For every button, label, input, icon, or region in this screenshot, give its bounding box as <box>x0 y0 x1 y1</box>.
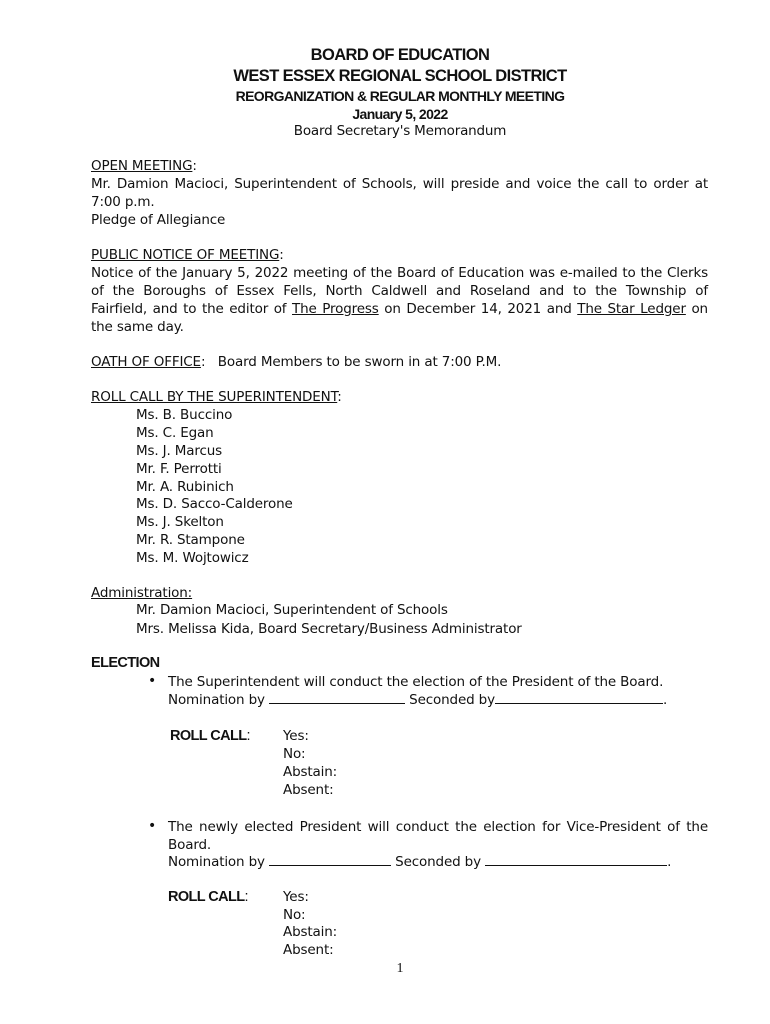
election-vice-president-text-2: Board. <box>168 837 212 853</box>
vote-no: No: <box>283 907 306 923</box>
bullet-icon: • <box>148 673 157 689</box>
roll-call-member: Ms. J. Marcus <box>136 443 223 459</box>
memorandum-subtitle: Board Secretary's Memorandum <box>293 123 507 139</box>
roll-call-label: ROLL CALL: <box>168 889 248 905</box>
vote-absent: Absent: <box>283 942 334 958</box>
public-notice-line-1: Notice of the January 5, 2022 meeting of the Board of Education was e-mailed to the Clerks <box>91 265 708 281</box>
roll-call-member: Ms. C. Egan <box>136 425 214 441</box>
election-president-nomination: Nomination by Seconded by . <box>168 692 668 708</box>
roll-call-member: Ms. M. Wojtowicz <box>136 550 249 566</box>
nomination-blank[interactable] <box>269 853 391 866</box>
district-name: WEST ESSEX REGIONAL SCHOOL DISTRICT <box>233 67 567 85</box>
election-president-text: The Superintendent will conduct the election of the President of the Board. <box>168 674 664 690</box>
roll-call-member: Mr. R. Stampone <box>136 532 245 548</box>
administrator-board-secretary: Mrs. Melissa Kida, Board Secretary/Business Administrator <box>136 621 522 637</box>
election-vice-president-text: The newly elected President will conduct the election for Vice-President of the <box>168 819 708 835</box>
page-number: 1 <box>396 961 404 976</box>
vote-no: No: <box>283 746 306 762</box>
vote-yes: Yes: <box>283 889 309 905</box>
open-meeting-heading: OPEN MEETING: <box>91 158 197 174</box>
seconded-blank[interactable] <box>485 853 667 866</box>
meeting-date: January 5, 2022 <box>352 106 448 122</box>
oath-of-office: OATH OF OFFICE: Board Members to be sworn in at 7:00 P.M. <box>91 354 502 370</box>
vote-abstain: Abstain: <box>283 924 338 940</box>
roll-call-label: ROLL CALL: <box>170 728 250 744</box>
roll-call-member: Ms. B. Buccino <box>136 407 233 423</box>
document-title: BOARD OF EDUCATION <box>310 46 490 64</box>
administration-heading: Administration: <box>91 585 193 601</box>
vote-abstain: Abstain: <box>283 764 338 780</box>
roll-call-member: Ms. J. Skelton <box>136 514 224 530</box>
public-notice-line-4: the same day. <box>91 319 184 335</box>
roll-call-member: Mr. F. Perrotti <box>136 461 222 477</box>
vote-yes: Yes: <box>283 728 309 744</box>
meeting-type: REORGANIZATION & REGULAR MONTHLY MEETING <box>235 88 565 104</box>
election-heading: ELECTION <box>91 655 160 671</box>
roll-call-heading: ROLL CALL BY THE SUPERINTENDENT: <box>91 389 342 405</box>
public-notice-line-3: Fairfield, and to the editor of The Progress on December 14, 2021 and The Star Ledger on <box>91 301 708 317</box>
election-vice-president-nomination: Nomination by Seconded by . <box>168 854 672 870</box>
open-meeting-line-2: 7:00 p.m. <box>91 194 155 210</box>
roll-call-member: Ms. D. Sacco-Calderone <box>136 496 293 512</box>
administrator-superintendent: Mr. Damion Macioci, Superintendent of Schools <box>136 602 448 618</box>
roll-call-member: Mr. A. Rubinich <box>136 479 234 495</box>
nomination-blank[interactable] <box>269 691 405 704</box>
newspaper-the-progress: The Progress <box>292 301 379 317</box>
newspaper-star-ledger: The Star Ledger <box>577 301 686 317</box>
open-meeting-line-1: Mr. Damion Macioci, Superintendent of Schools, will preside and voice the call to order at <box>91 176 708 192</box>
vote-absent: Absent: <box>283 782 334 798</box>
bullet-icon: • <box>148 818 157 834</box>
public-notice-line-2: of the Boroughs of Essex Fells, North Caldwell and Roseland and to the Township of <box>91 283 708 299</box>
seconded-blank[interactable] <box>495 691 663 704</box>
public-notice-heading: PUBLIC NOTICE OF MEETING: <box>91 247 284 263</box>
pledge-of-allegiance: Pledge of Allegiance <box>91 212 226 228</box>
